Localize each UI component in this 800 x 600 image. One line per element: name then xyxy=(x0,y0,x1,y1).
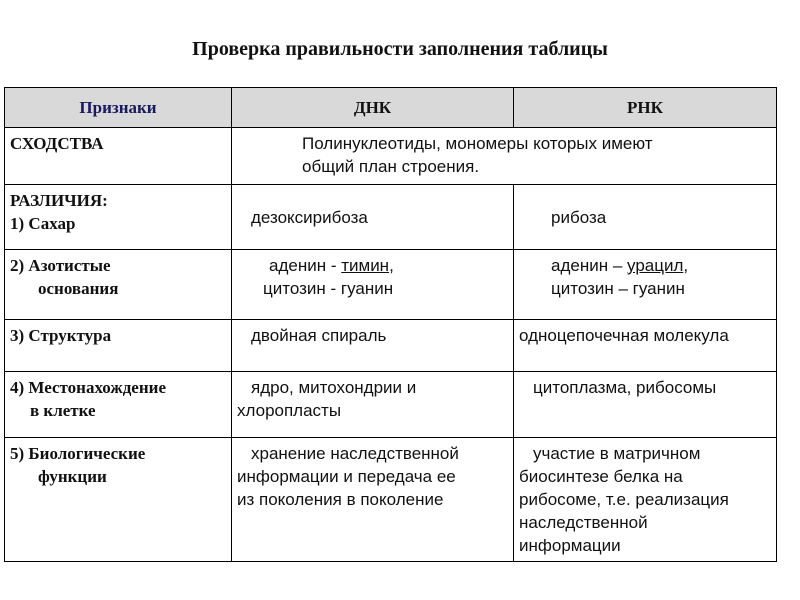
similarity-text xyxy=(232,128,777,185)
rna-sugar-value: рибоза xyxy=(551,207,607,227)
dna-functions xyxy=(232,438,514,562)
feature-location-line-2: в клетке xyxy=(30,401,96,420)
feature-functions xyxy=(5,438,232,562)
feature-bases-line-2: основания xyxy=(38,279,119,298)
feature-similarity: СХОДСТВА xyxy=(5,128,232,185)
dna-bases-line-1 xyxy=(237,254,508,277)
dna-location-line-2: хлоропласты xyxy=(237,401,342,420)
rna-bases-a: аденин – xyxy=(551,256,628,275)
table-header-row xyxy=(5,88,777,128)
dna-bases-comma: , xyxy=(389,256,394,275)
row-functions xyxy=(5,438,777,562)
similarity-line-1: Полинуклеотиды, мономеры которых имеют xyxy=(302,134,653,153)
row-location xyxy=(5,372,777,438)
feature-location xyxy=(5,372,232,438)
row-structure xyxy=(5,320,777,372)
feature-structure: 3) Структура xyxy=(5,320,232,372)
rna-functions-line-3: рибосоме, т.е. реализация xyxy=(519,490,729,509)
feature-sugar xyxy=(5,185,232,250)
dna-functions-line-2: информации и передача ее xyxy=(237,467,456,486)
dna-sugar xyxy=(232,185,514,250)
rna-functions-line-2: биосинтезе белка на xyxy=(519,467,683,486)
rna-bases-uracil: урацил xyxy=(627,256,684,275)
dna-functions-line-1: хранение наследственной xyxy=(251,444,459,463)
dna-bases-a: аденин - xyxy=(269,256,342,275)
rna-sugar xyxy=(514,185,777,250)
rna-bases-comma: , xyxy=(683,256,689,275)
header-features-label: Признаки xyxy=(79,98,157,117)
rna-functions-line-1: участие в матричном xyxy=(533,444,701,463)
rna-bases-line-1 xyxy=(519,254,771,277)
header-features xyxy=(5,88,232,128)
rna-functions-line-4: наследственной xyxy=(519,513,648,532)
rna-location-value: цитоплазма, рибосомы xyxy=(533,378,717,397)
rna-structure: одноцепочечная молекула xyxy=(514,320,777,372)
page-title: Проверка правильности заполнения таблицы xyxy=(192,38,608,60)
row-bases xyxy=(5,250,777,320)
dna-bases xyxy=(232,250,514,320)
dna-functions-line-3: из поколения в поколение xyxy=(237,490,444,509)
dna-structure xyxy=(232,320,514,372)
rna-location xyxy=(514,372,777,438)
rna-bases xyxy=(514,250,777,320)
row-similarity xyxy=(5,128,777,185)
row-sugar xyxy=(5,185,777,250)
dna-structure-value: двойная спираль xyxy=(251,326,387,345)
rna-functions-line-5: информации xyxy=(519,536,621,555)
feature-sugar-line-1: РАЗЛИЧИЯ: xyxy=(10,191,108,210)
feature-functions-line-1: 5) Биологические xyxy=(10,444,146,463)
similarity-line-2: общий план строения. xyxy=(302,157,480,176)
rna-bases-line-2: цитозин – гуанин xyxy=(551,279,685,298)
dna-bases-line-2: цитозин - гуанин xyxy=(263,279,394,298)
rna-functions xyxy=(514,438,777,562)
feature-bases xyxy=(5,250,232,320)
comparison-table xyxy=(4,87,777,562)
dna-sugar-value: дезоксирибоза xyxy=(251,207,368,227)
feature-bases-line-1: 2) Азотистые xyxy=(10,256,111,275)
dna-location-line-1: ядро, митохондрии и xyxy=(251,378,417,397)
header-dna: ДНК xyxy=(232,88,514,128)
dna-location xyxy=(232,372,514,438)
feature-location-line-1: 4) Местонахождение xyxy=(10,378,166,397)
feature-functions-line-2: функции xyxy=(38,467,107,486)
feature-sugar-line-2: 1) Сахар xyxy=(10,214,76,233)
dna-bases-thymine: тимин xyxy=(341,256,390,275)
header-rna: РНК xyxy=(514,88,777,128)
